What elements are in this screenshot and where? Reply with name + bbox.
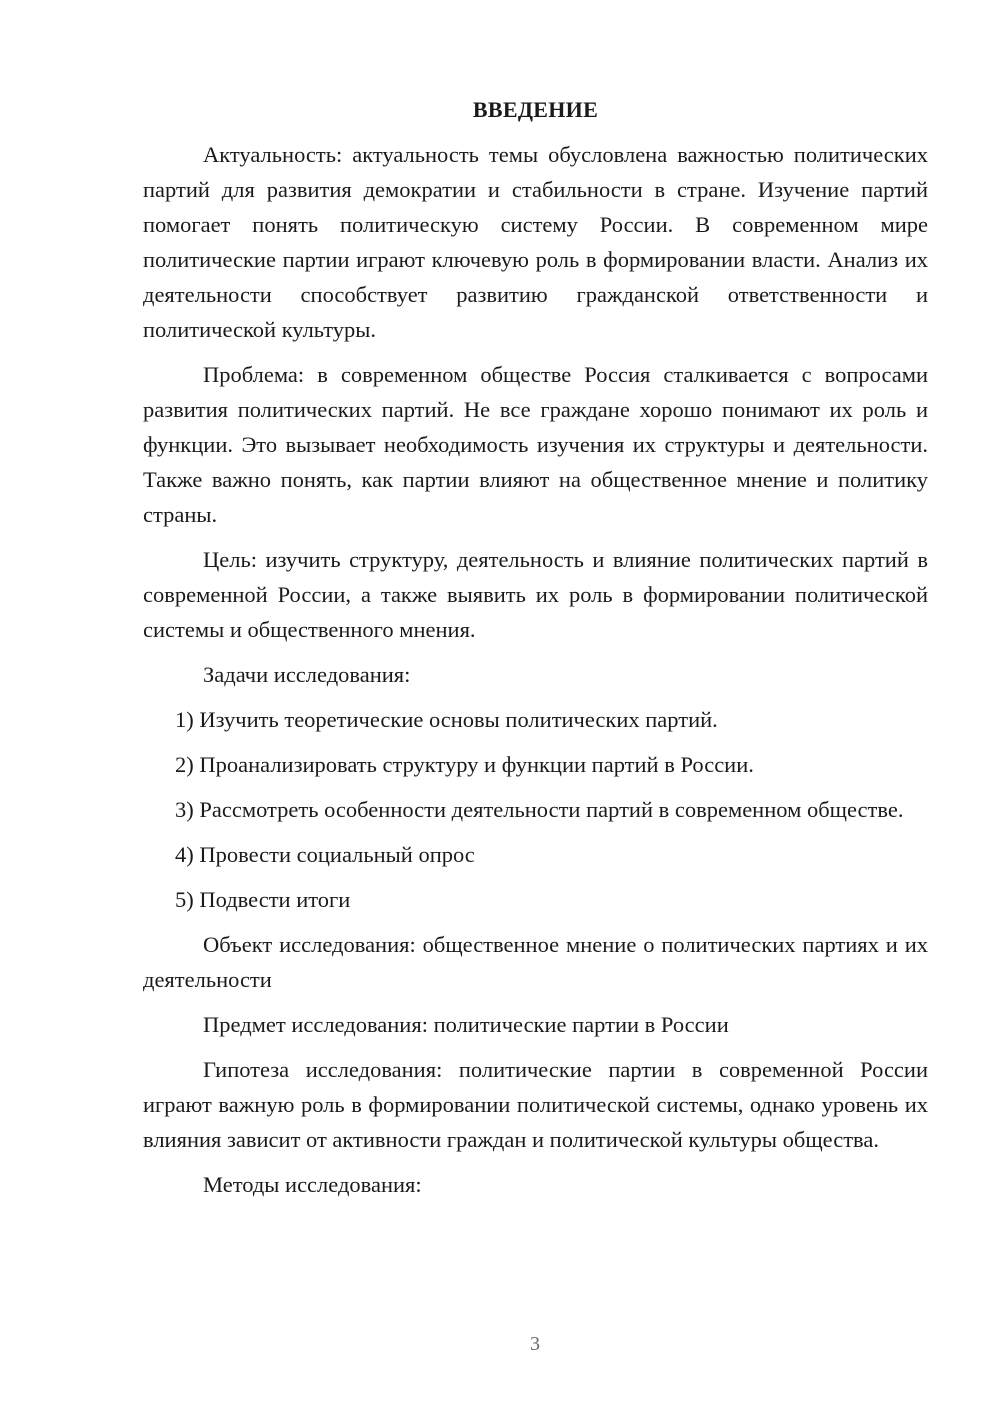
paragraph-subject: Предмет исследования: политические партии в России <box>203 1012 729 1037</box>
paragraph-goal: Цель: изучить структуру, деятельность и влияние политических партий в современной России, а также выявить их роль в формировании политической системы и общественного мнения. <box>143 547 928 642</box>
methods-heading: Методы исследования: <box>203 1172 422 1197</box>
paragraph-problem: Проблема: в современном обществе Россия сталкивается с вопросами развития политических партий. Не все граждане хорошо понимают их роль и функции. Это вызывает необходимость изучения их структуры и деятельности. Также важно понять, как партии влияют на общественное мнение и политику страны. <box>143 362 928 527</box>
task-item-4: 4) Провести социальный опрос <box>175 842 475 867</box>
page-title: ВВЕДЕНИЕ <box>472 97 599 122</box>
task-item-1: 1) Изучить теоретические основы политических партий. <box>175 707 718 732</box>
task-item-5: 5) Подвести итоги <box>175 887 351 912</box>
paragraph-relevance: Актуальность: актуальность темы обусловлена важностью политических партий для развития демократии и стабильности в стране. Изучение партий помогает понять политическую систему России. В современном мире политические партии играют ключевую роль в формировании власти. Анализ их деятельности способствует развитию гражданской ответственности и политической культуры. <box>143 142 928 342</box>
paragraph-object: Объект исследования: общественное мнение о политических партиях и их деятельности <box>143 932 928 992</box>
tasks-heading: Задачи исследования: <box>203 662 411 687</box>
paragraph-hypothesis: Гипотеза исследования: политические партии в современной России играют важную роль в формировании политической системы, однако уровень их влияния зависит от активности граждан и политической культуры общества. <box>143 1057 928 1152</box>
task-item-3: 3) Рассмотреть особенности деятельности партий в современном обществе. <box>175 797 904 822</box>
task-item-2: 2) Проанализировать структуру и функции партий в России. <box>175 752 754 777</box>
document-page <box>143 95 928 1202</box>
page-number: 3 <box>530 1333 540 1355</box>
